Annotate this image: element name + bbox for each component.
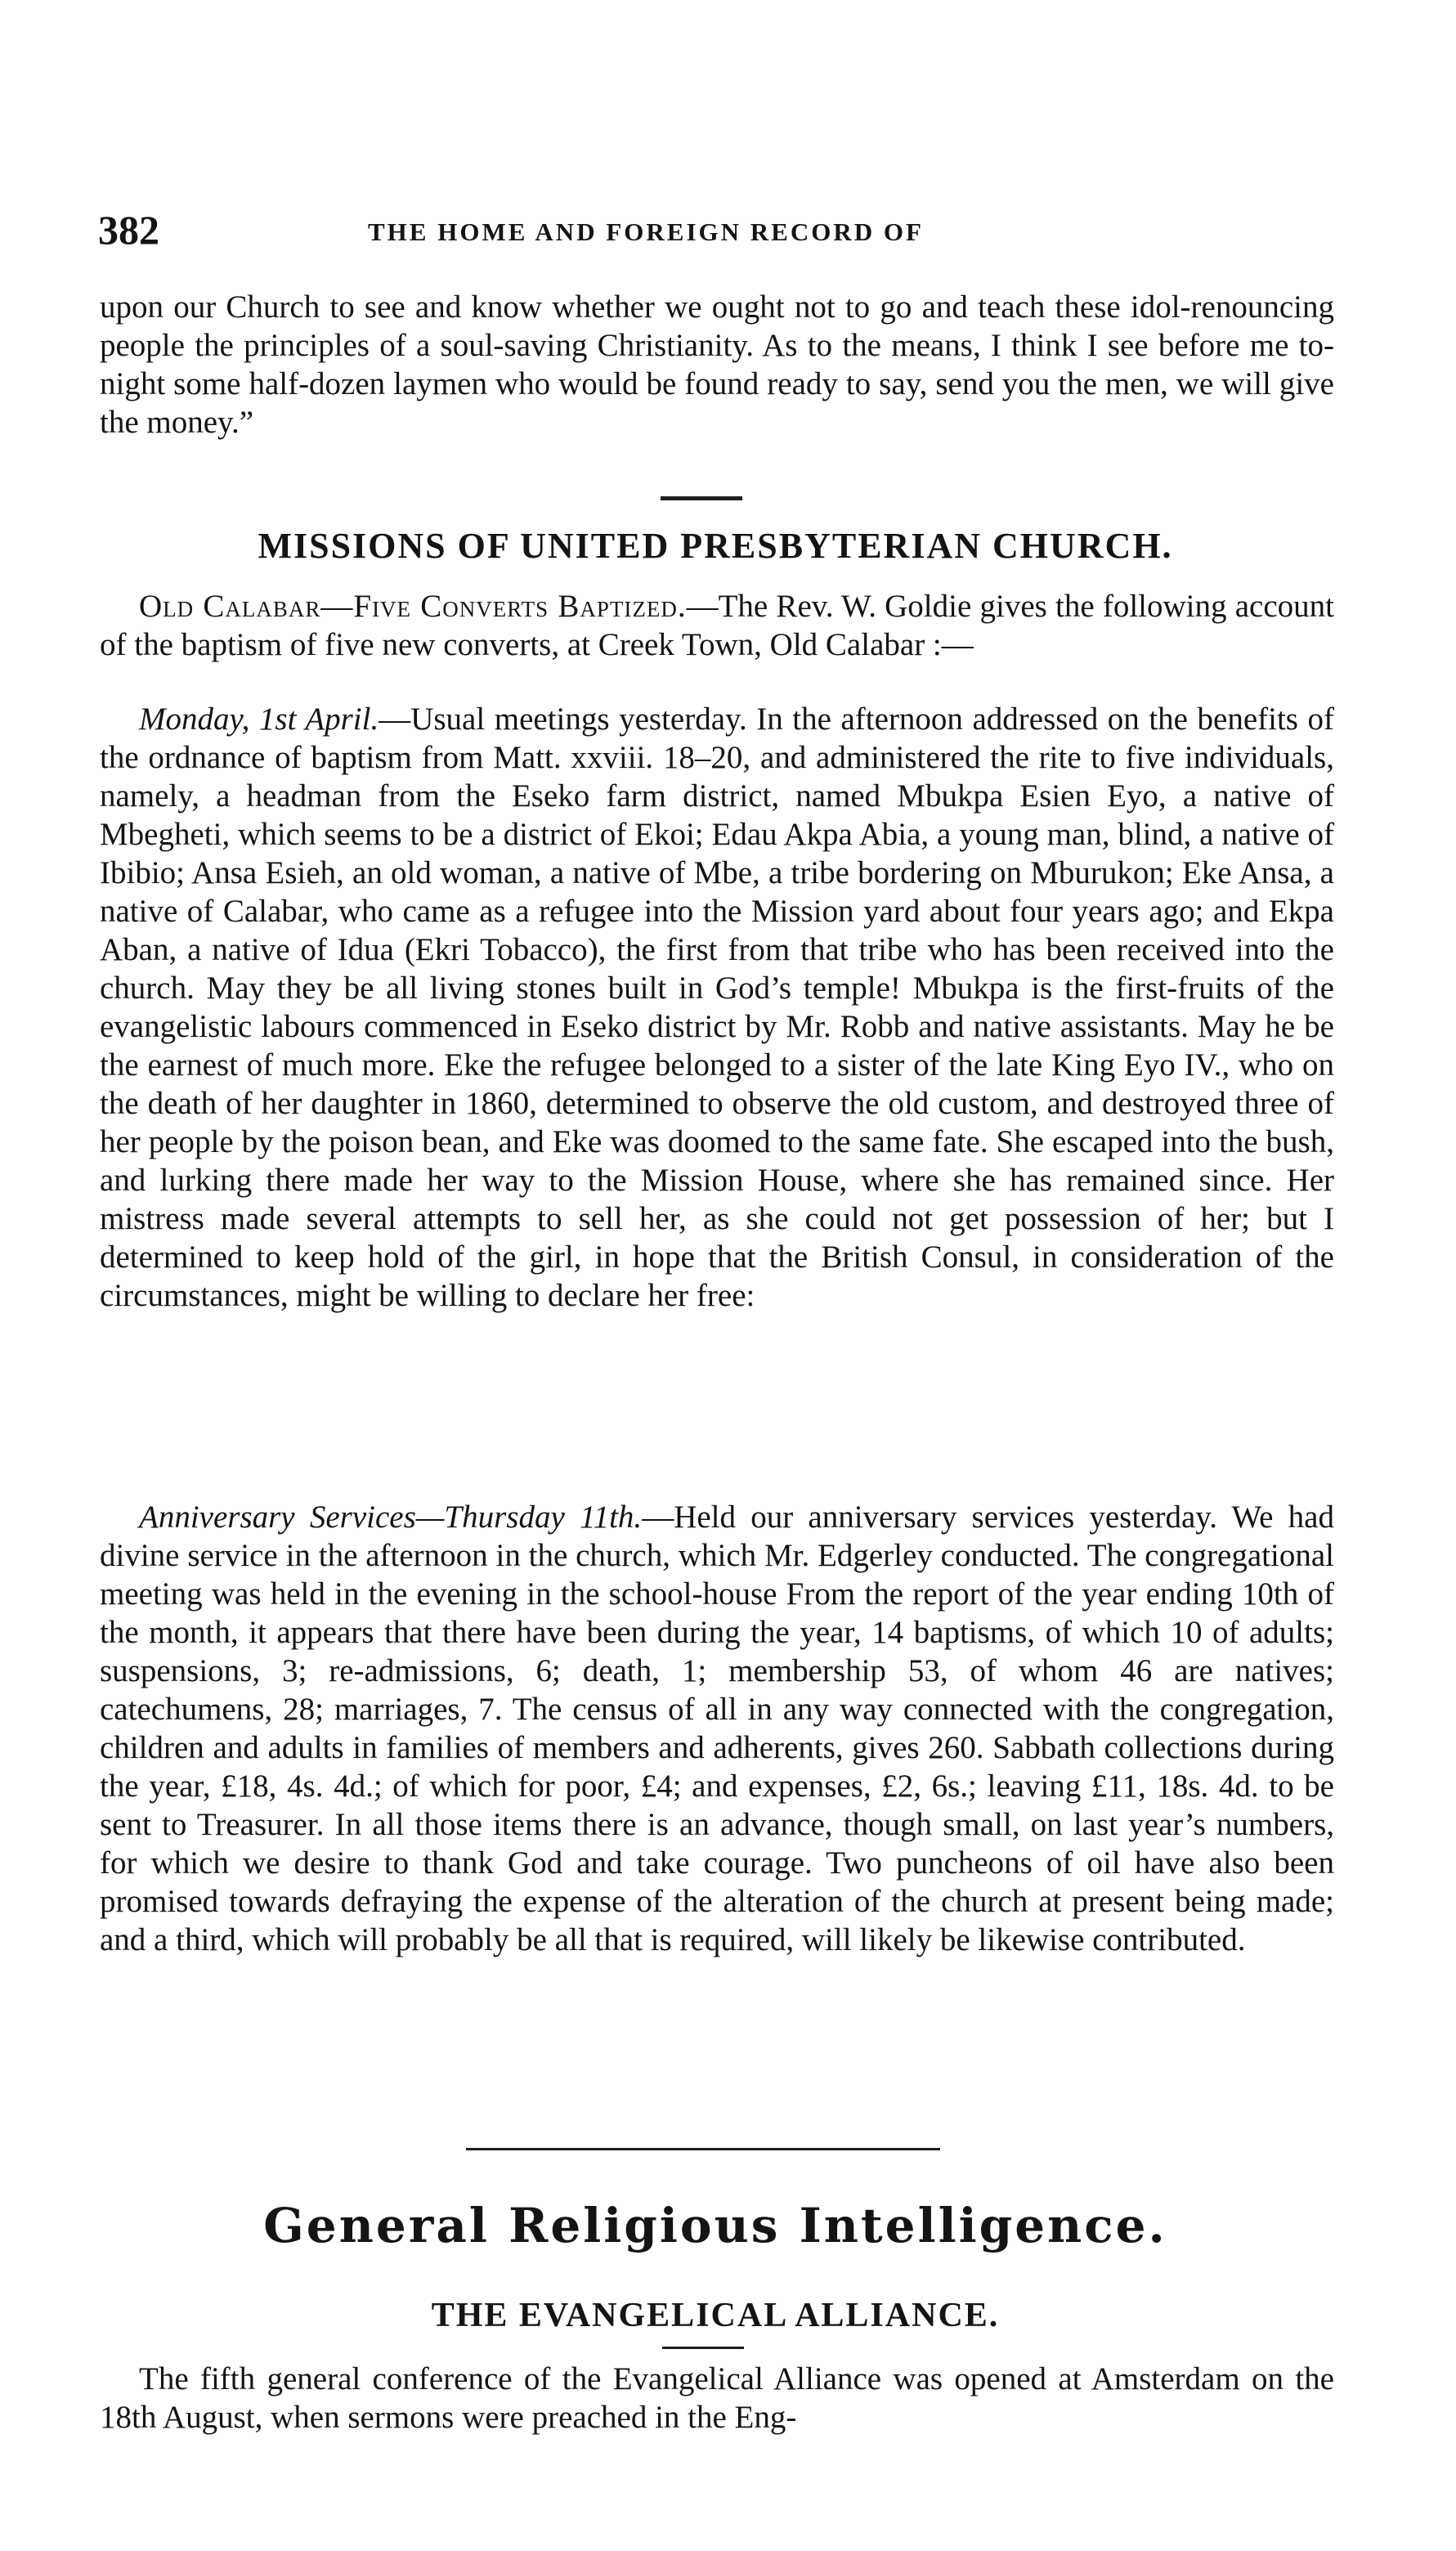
- subheading-rule: [662, 2347, 744, 2349]
- missions-intro: [100, 587, 1334, 664]
- evangelical-alliance-heading: THE EVANGELICAL ALLIANCE.: [431, 2297, 1000, 2334]
- intro-lead: Old Calabar—Five Converts Baptized.: [139, 589, 687, 624]
- page-header: [98, 206, 1333, 255]
- entry-anniversary-date: Anniversary Services—Thursday 11th.: [139, 1500, 643, 1535]
- page-number: 382: [98, 207, 159, 253]
- opening-paragraph: upon our Church to see and know whether we ought not to go and teach these idol-renouncing people the principles of a soul-saving Christianity. As to the means, I think I see before me to-night some half-dozen laymen who would be found ready to say, send you the men, we will give the money.”: [100, 289, 1334, 440]
- evangelical-alliance-paragraph: The fifth general conference of the Evangelical Alliance was opened at Amsterdam on the 18th August, when sermons were preached in the Eng-: [100, 2361, 1334, 2435]
- general-intelligence-title: General Religious Intelligence.: [263, 2198, 1167, 2253]
- entry-monday: [100, 700, 1334, 1315]
- entry-monday-text: —Usual meetings yesterday. In the afternoon addressed on the benefits of the ordnance of baptism from Matt. xxviii. 18–20, and administered the rite to five individuals, namely, a headman from the Eseko farm district, named Mbukpa Esien Eyo, a native of Mbegheti, which seems to be a district of Ekoi; Edau Akpa Abia, a young man, blind, a native of Ibibio; Ansa Esieh, an old woman, a native of Mbe, a tribe bordering on Mburukon; Eke Ansa, a native of Calabar, who came as a refugee into the Mission yard about four years ago; and Ekpa Aban, a native of Idua (Ekri Tobacco), the first from that tribe who has been received into the church. May they be all living stones built in God’s temple! Mbukpa is the first-fruits of the evangelistic labours commenced in Eseko district by Mr. Robb and native assistants. May he be the earnest of much more. Eke the refugee belonged to a sister of the late King Eyo IV., who on the death of her daughter in 1860, determined to observe the old custom, and destroyed three of her people by the poison bean, and Eke was doomed to the same fate. She escaped into the bush, and lurking there made her way to the Mission House, where she has remained since. Her mistress made several attempts to sell her, as she could not get possession of her; but I determined to keep hold of the girl, in hope that the British Consul, in consideration of the circumstances, might be willing to declare her free:: [100, 702, 1334, 1313]
- running-title: THE HOME AND FOREIGN RECORD OF: [368, 217, 924, 246]
- intro-text: —The Rev. W. Goldie gives the following account of the baptism of five new converts, at Creek Town, Old Calabar :—: [100, 589, 1334, 662]
- entry-anniversary-text: —Held our anniversary services yesterday. We had divine service in the afternoon in the church, which Mr. Edgerley conducted. The congregational meeting was held in the evening in the school-house From the report of the year ending 10th of the month, it appears that there have been during the year, 14 baptisms, of which 10 of adults; suspensions, 3; re-admissions, 6; death, 1; membership 53, of whom 46 are natives; catechumens, 28; marriages, 7. The census of all in any way connected with the congregation, children and adults in families of members and adherents, gives 260. Sabbath collections during the year, £18, 4s. 4d.; of which for poor, £4; and expenses, £2, 6s.; leaving £11, 18s. 4d. to be sent to Treasurer. In all those items there is an advance, though small, on last year’s numbers, for which we desire to thank God and take courage. Two puncheons of oil have also been promised towards defraying the expense of the alteration of the church at present being made; and a third, which will probably be all that is required, will likely be likewise contributed.: [100, 1500, 1334, 1957]
- section-divider: [661, 496, 742, 500]
- section-rule: [466, 2148, 940, 2150]
- entry-monday-date: Monday, 1st April.: [139, 702, 379, 737]
- entry-anniversary: [100, 1498, 1334, 1959]
- missions-heading: MISSIONS OF UNITED PRESBYTERIAN CHURCH.: [258, 526, 1173, 566]
